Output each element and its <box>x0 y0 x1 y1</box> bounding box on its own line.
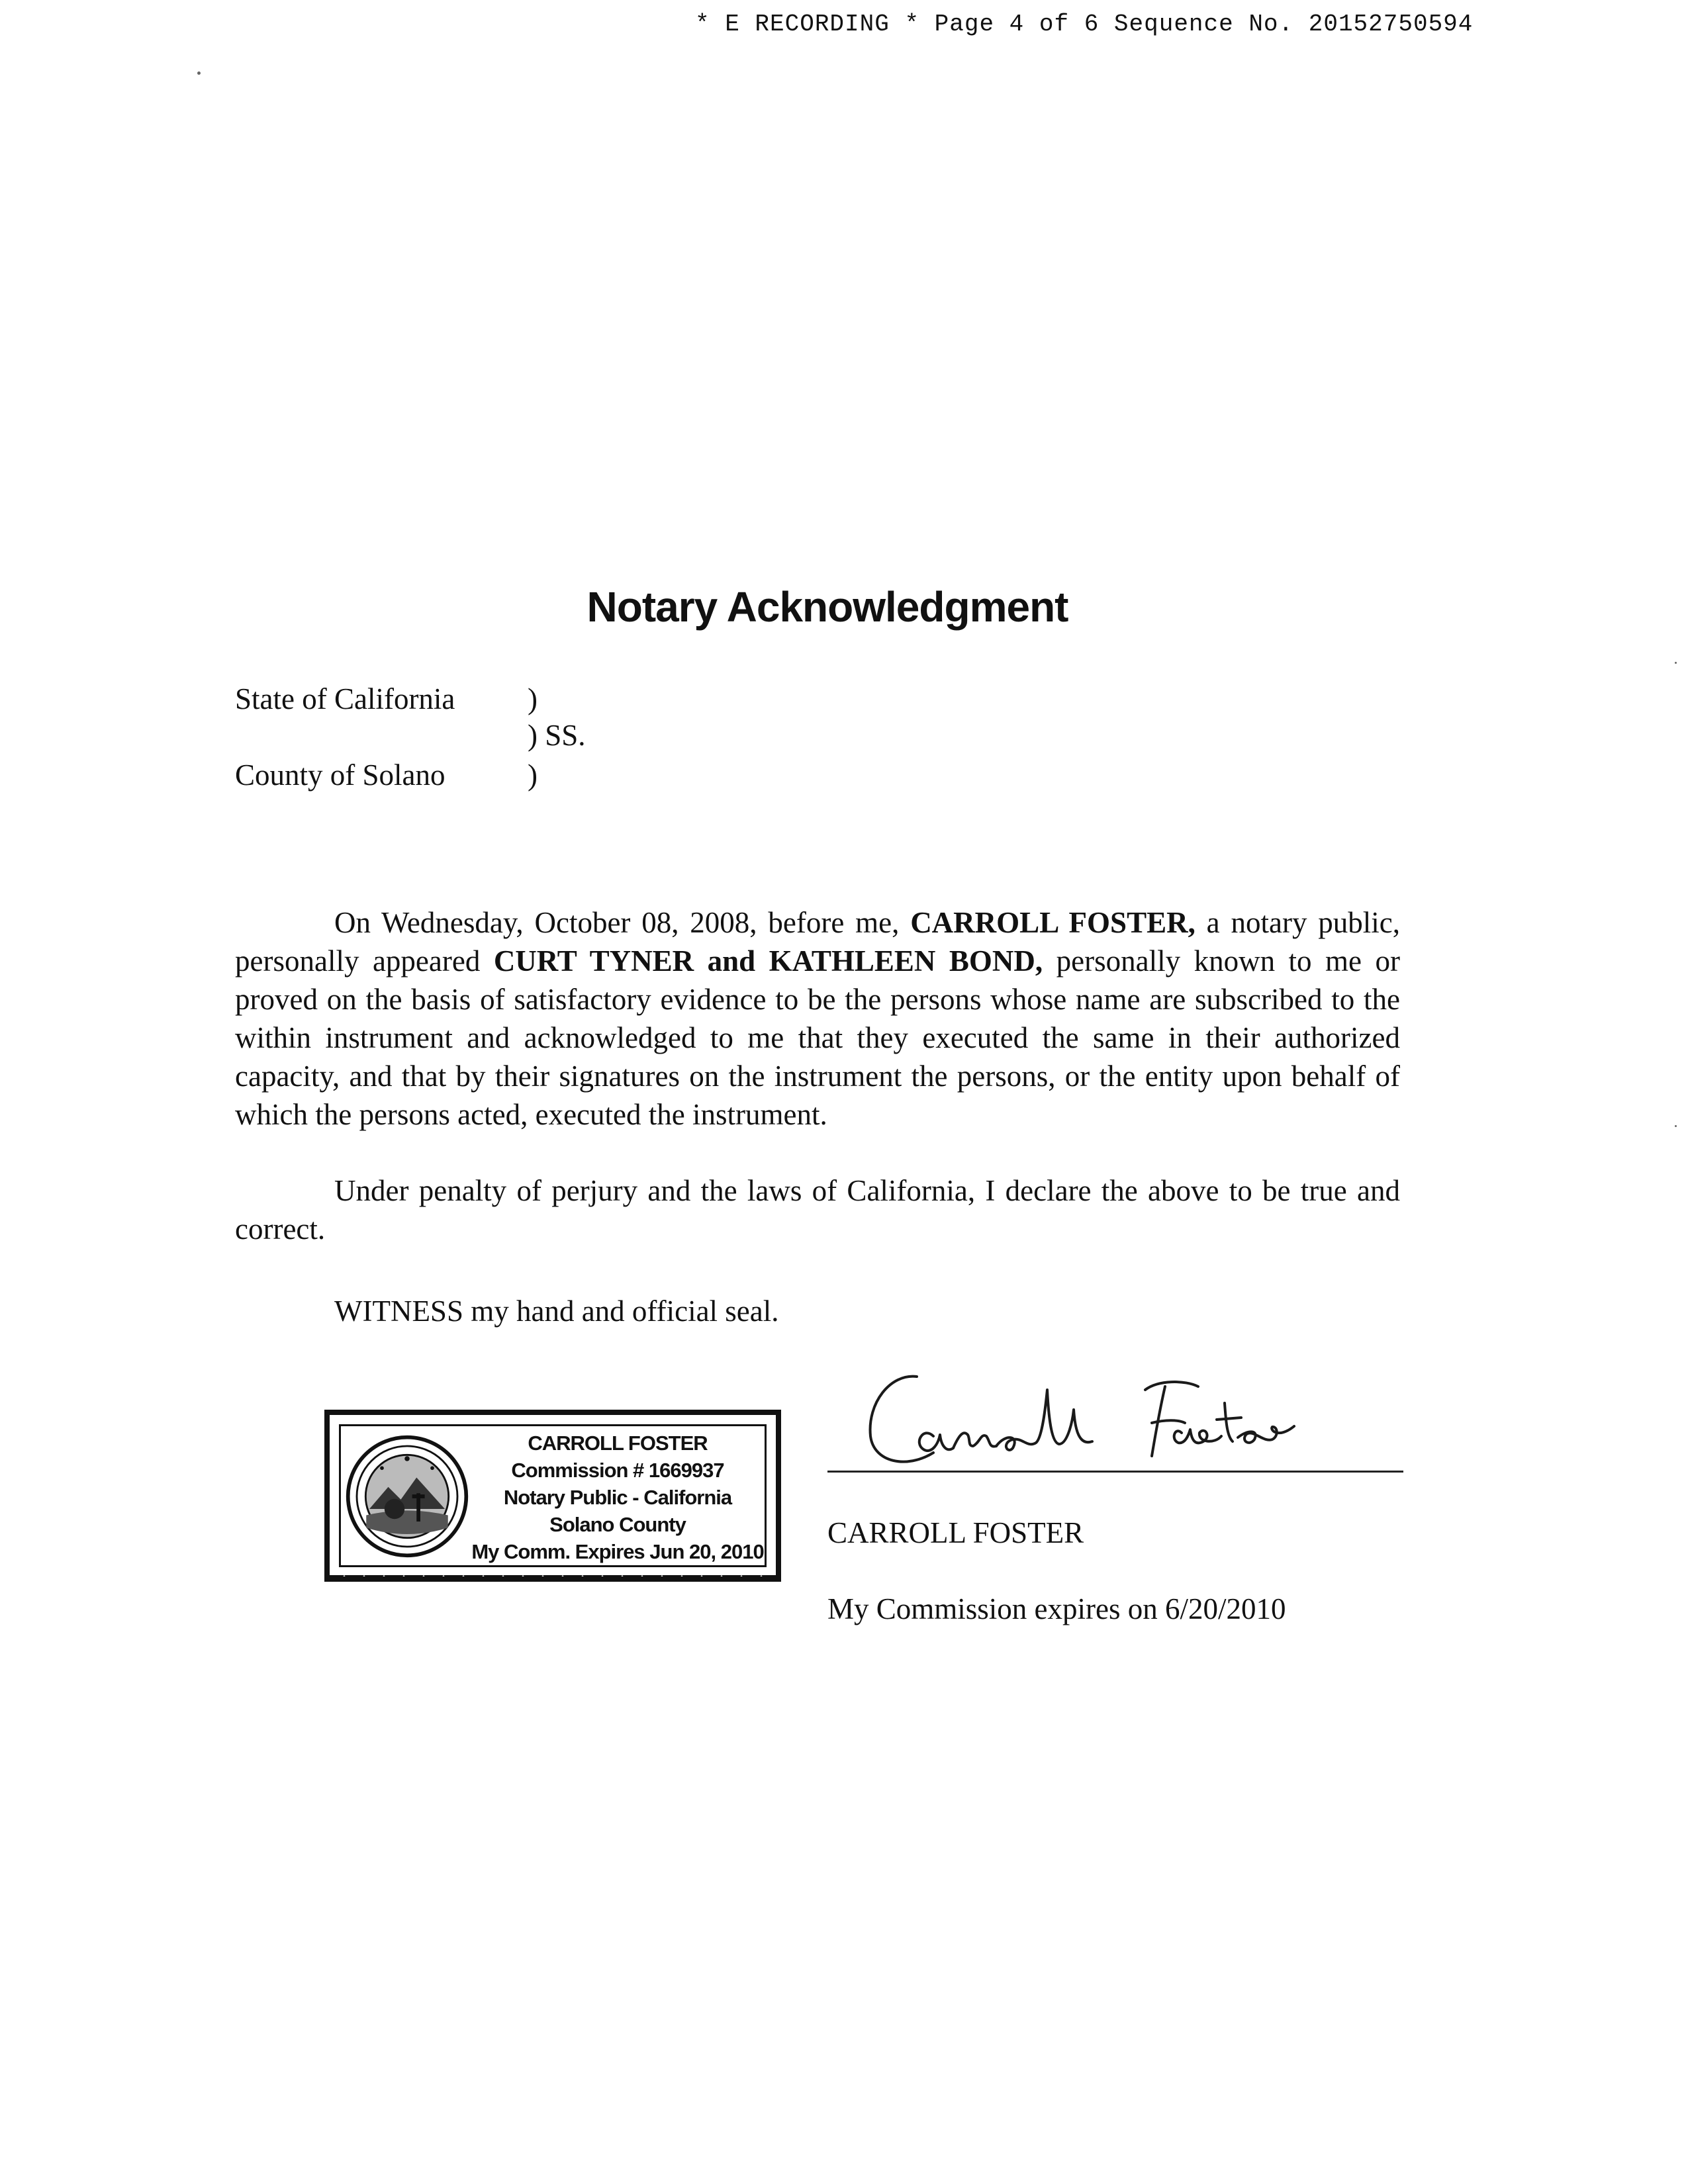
seal-text <box>462 1430 773 1565</box>
paragraph-intro: On Wednesday, October 08, 2008, before me, <box>334 906 911 939</box>
venue-state: State of California <box>235 682 455 715</box>
seal-line-name: CARROLL FOSTER <box>528 1432 708 1455</box>
paragraph-rest: personally known to me or proved on the basis of satisfactory evidence to be the persons whose name are subscribed to the within instrument and acknowledged to me that they executed the same in their authorized capacity, and that by their signatures on the instrument the persons, or the entity upon behalf of which the persons acted, executed the instrument. <box>235 944 1401 1131</box>
venue-paren-top: ) <box>528 682 538 715</box>
signature-line <box>827 1471 1403 1473</box>
page-title: Notary Acknowledgment <box>586 583 1068 631</box>
signer-names: CURT TYNER and KATHLEEN BOND, <box>493 944 1043 978</box>
commission-expiry: My Commission expires on 6/20/2010 <box>827 1592 1286 1625</box>
seal-line-county: Solano County <box>549 1513 686 1536</box>
notary-seal <box>324 1410 781 1582</box>
venue-paren-bottom: ) <box>528 758 538 792</box>
witness-line: WITNESS my hand and official seal. <box>334 1295 779 1328</box>
paragraph-mid: a notary public, personally appeared <box>235 906 1401 978</box>
perjury-paragraph: Under penalty of perjury and the laws of California, I declare the above to be true and correct. <box>235 1174 1400 1246</box>
scan-speck <box>1675 662 1677 664</box>
scan-speck <box>1675 1125 1677 1127</box>
seal-line-expiry: My Comm. Expires Jun 20, 2010 <box>471 1540 764 1563</box>
scan-speck <box>197 71 201 75</box>
seal-line-commission: Commission # 1669937 <box>511 1459 724 1482</box>
notary-printed-name: CARROLL FOSTER <box>827 1516 1084 1549</box>
seal-bottom-edge <box>324 1575 781 1588</box>
venue-county: County of Solano <box>235 758 445 792</box>
handwritten-signature <box>854 1363 1317 1482</box>
recording-header: * E RECORDING * Page 4 of 6 Sequence No. 20152750594 <box>695 11 1474 38</box>
california-seal-emblem <box>344 1433 470 1559</box>
notary-name: CARROLL FOSTER, <box>910 906 1196 939</box>
acknowledgment-paragraph <box>235 903 1400 1134</box>
venue-ss: ) SS. <box>528 719 586 752</box>
seal-line-title: Notary Public - California <box>503 1486 732 1509</box>
